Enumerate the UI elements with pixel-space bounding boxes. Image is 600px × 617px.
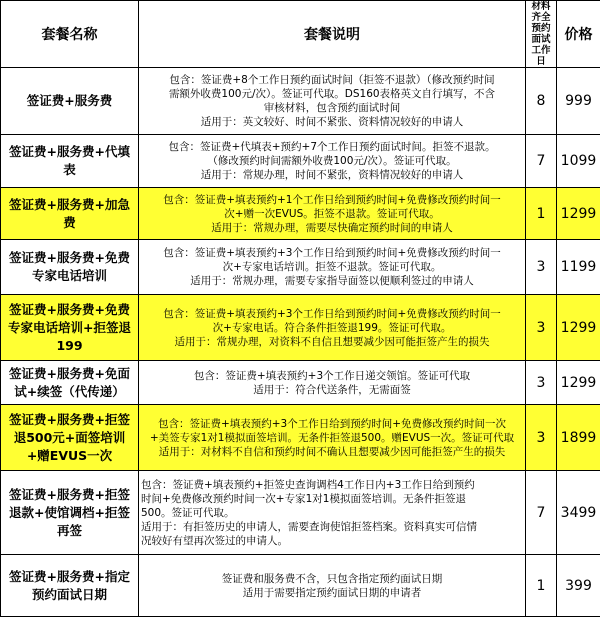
price: 999 bbox=[557, 68, 600, 135]
description-line: （修改预约时间需额外收费100元/次）。签证可代取。 bbox=[141, 154, 523, 168]
description-line: 需额外收费100元/次）。签证可代取。DS160表格英文自行填写，不含 bbox=[141, 87, 523, 101]
price: 1199 bbox=[557, 240, 600, 295]
working-days: 7 bbox=[526, 135, 557, 188]
description-line: 次+专家电话培训。拒签不退款。签证可代取。 bbox=[141, 260, 523, 274]
description-line: 时间+免费修改预约时间一次+专家1对1模拟面签培训。无条件拒签退 bbox=[141, 492, 523, 506]
description-line: 包含：签证费+填表预约+3个工作日给到预约时间+免费修改预约时间一 bbox=[141, 307, 523, 321]
description-line: 适用于需要指定预约面试日期的申请者 bbox=[141, 586, 523, 600]
description-line: 包含：签证费+填表预约+3个工作日给到预约时间+免费修改预约时间一次 bbox=[141, 417, 523, 431]
table-row bbox=[1, 405, 600, 471]
description-line: 包含：签证费+代填表+预约+7个工作日预约面试时间。拒签不退款。 bbox=[141, 140, 523, 154]
package-name: 签证费+服务费+指定预约面试日期 bbox=[1, 555, 139, 617]
price: 1299 bbox=[557, 188, 600, 240]
working-days: 1 bbox=[526, 188, 557, 240]
package-description bbox=[139, 135, 526, 188]
table-row bbox=[1, 68, 600, 135]
description-line: 签证费和服务费不含，只包含指定预约面试日期 bbox=[141, 572, 523, 586]
description-line: 适用于：英文较好、时间不紧张、资料情况较好的申请人 bbox=[141, 115, 523, 129]
working-days: 3 bbox=[526, 240, 557, 295]
header-package-desc: 套餐说明 bbox=[139, 1, 526, 68]
header-working-days: 材料齐全预约面试工作日 bbox=[526, 1, 557, 68]
package-description bbox=[139, 68, 526, 135]
package-name: 签证费+服务费+免面试+续签（代传递） bbox=[1, 361, 139, 405]
description-line: 包含：签证费+填表预约+3个工作日递交领馆。签证可代取 bbox=[141, 369, 523, 383]
description-line: 次+专家电话。符合条件拒签退199。签证可代取。 bbox=[141, 321, 523, 335]
description-line: 包含：签证费+填表预约+1个工作日给到预约时间+免费修改预约时间一 bbox=[141, 193, 523, 207]
header-row bbox=[1, 1, 600, 68]
package-description bbox=[139, 188, 526, 240]
description-line: 包含：签证费+填表预约+3个工作日给到预约时间+免费修改预约时间一 bbox=[141, 246, 523, 260]
table-row bbox=[1, 188, 600, 240]
package-description bbox=[139, 405, 526, 471]
header-price: 价格 bbox=[557, 1, 600, 68]
description-line: 适用于：常规办理，时间不紧张，资料情况较好的申请人 bbox=[141, 168, 523, 182]
package-description bbox=[139, 240, 526, 295]
description-line: 包含：签证费+8个工作日预约面试时间（拒签不退款）（修改预约时间 bbox=[141, 73, 523, 87]
description-line: +美签专家1对1模拟面签培训。无条件拒签退500。赠EVUS一次。签证可代取 bbox=[141, 431, 523, 445]
package-description bbox=[139, 295, 526, 361]
table-row bbox=[1, 135, 600, 188]
price: 1299 bbox=[557, 361, 600, 405]
working-days: 3 bbox=[526, 405, 557, 471]
price: 1299 bbox=[557, 295, 600, 361]
description-line: 适用于：常规办理，对资料不自信且想要减少因可能拒签产生的损失 bbox=[141, 335, 523, 349]
package-name: 签证费+服务费+拒签退500元+面签培训+赠EVUS一次 bbox=[1, 405, 139, 471]
price: 1099 bbox=[557, 135, 600, 188]
price: 3499 bbox=[557, 471, 600, 555]
description-line: 适用于：有拒签历史的申请人，需要查询使馆拒签档案。资料真实可信情 bbox=[141, 520, 523, 534]
package-name: 签证费+服务费+代填表 bbox=[1, 135, 139, 188]
working-days: 1 bbox=[526, 555, 557, 617]
table-row bbox=[1, 361, 600, 405]
package-description bbox=[139, 361, 526, 405]
package-name: 签证费+服务费+拒签退款+使馆调档+拒签再签 bbox=[1, 471, 139, 555]
header-package-name: 套餐名称 bbox=[1, 1, 139, 68]
working-days: 3 bbox=[526, 361, 557, 405]
package-description bbox=[139, 555, 526, 617]
table-row bbox=[1, 471, 600, 555]
description-line: 适用于：常规办理，需要尽快确定预约时间的申请人 bbox=[141, 221, 523, 235]
description-line: 包含：签证费+填表预约+拒签史查询调档4工作日内+3工作日给到预约 bbox=[141, 478, 523, 492]
description-line: 次+赠一次EVUS。拒签不退款。签证可代取。 bbox=[141, 207, 523, 221]
package-name: 签证费+服务费+免费专家电话培训+拒签退199 bbox=[1, 295, 139, 361]
package-description bbox=[139, 471, 526, 555]
description-line: 适用于：符合代送条件，无需面签 bbox=[141, 383, 523, 397]
table-row bbox=[1, 295, 600, 361]
description-line: 适用于：对材料不自信和预约时间不确认且想要减少因可能拒签产生的损失 bbox=[141, 445, 523, 459]
working-days: 8 bbox=[526, 68, 557, 135]
description-line: 适用于：常规办理，需要专家指导面签以便顺利签过的申请人 bbox=[141, 274, 523, 288]
package-name: 签证费+服务费+免费专家电话培训 bbox=[1, 240, 139, 295]
package-name: 签证费+服务费+加急费 bbox=[1, 188, 139, 240]
price: 1899 bbox=[557, 405, 600, 471]
price: 399 bbox=[557, 555, 600, 617]
description-line: 况较好有望再次签过的申请人。 bbox=[141, 534, 523, 548]
description-line: 审核材料，包含预约面试时间 bbox=[141, 101, 523, 115]
working-days: 7 bbox=[526, 471, 557, 555]
package-name: 签证费+服务费 bbox=[1, 68, 139, 135]
table-row bbox=[1, 240, 600, 295]
description-line: 500。签证可代取。 bbox=[141, 506, 523, 520]
table-row bbox=[1, 555, 600, 617]
working-days: 3 bbox=[526, 295, 557, 361]
